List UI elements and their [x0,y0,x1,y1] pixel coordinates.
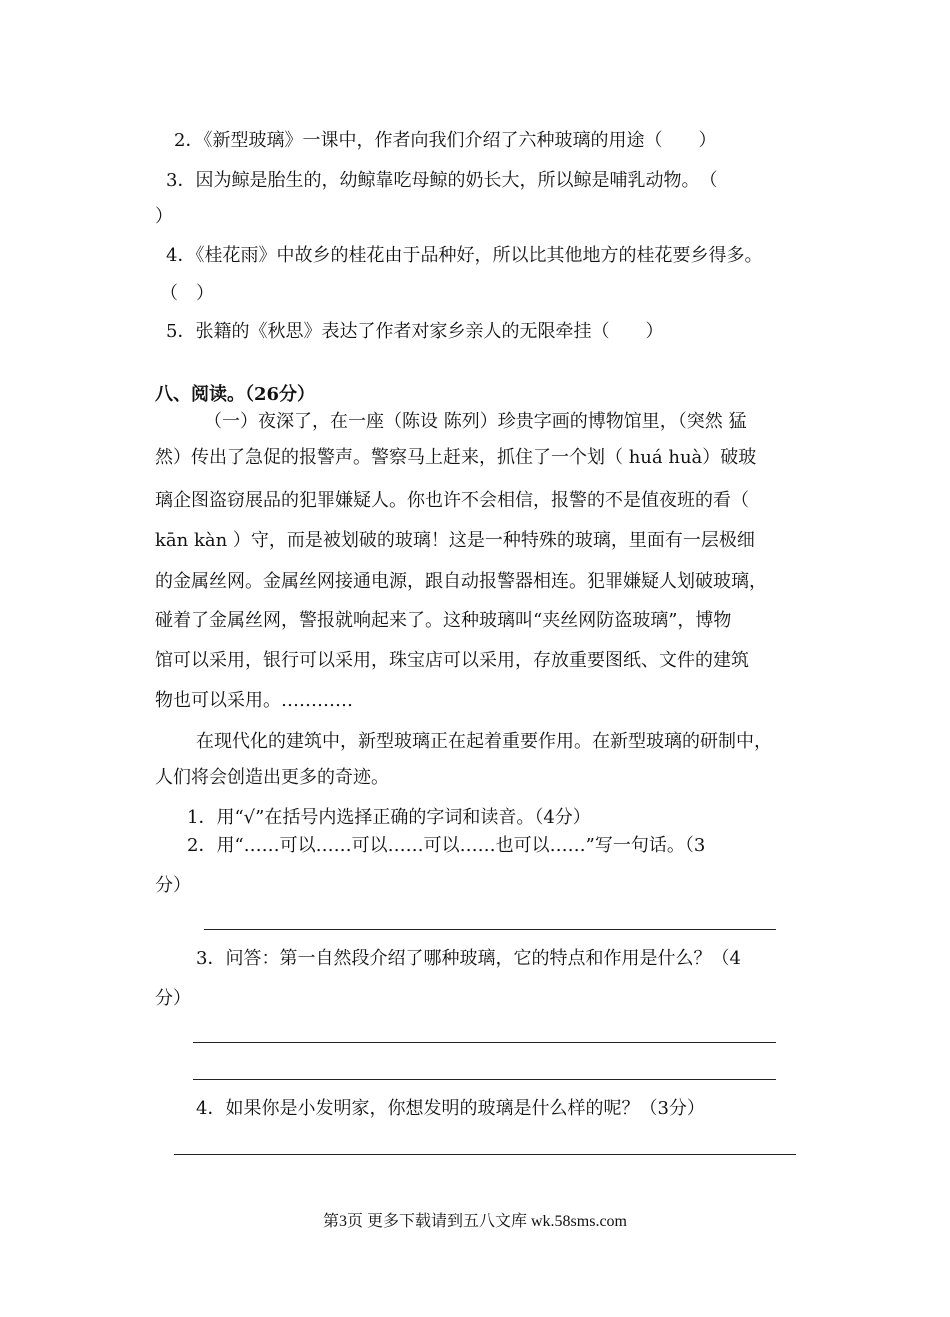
answer-line[interactable] [193,1079,776,1080]
question-4: 4．如果你是小发明家，你想发明的玻璃是什么样的呢？（3分） [196,1098,705,1119]
question-2-cont: 分） [155,875,191,896]
judge-item-2: 2．《新型玻璃》一课中，作者向我们介绍了六种玻璃的用途（ ） [174,130,717,151]
judge-item-3-cont: ） [155,206,173,227]
passage-line: 在现代化的建筑中，新型玻璃正在起着重要作用。在新型玻璃的研制中， [196,731,772,752]
judge-item-5: 5．张籍的《秋思》表达了作者对家乡亲人的无限牵挂（ ） [166,321,664,342]
question-3-cont: 分） [155,988,191,1009]
answer-line[interactable] [204,929,776,930]
answer-line[interactable] [193,1042,776,1043]
judge-item-3: 3．因为鲸是胎生的，幼鲸靠吃母鲸的奶长大，所以鲸是哺乳动物。 （ [166,170,718,191]
section-heading: 八、阅读。（26分） [155,384,316,405]
judge-item-4: 4．《桂花雨》中故乡的桂花由于品种好，所以比其他地方的桂花要乡得多。 [166,245,763,266]
passage-line: 碰着了金属丝网，警报就响起来了。这种玻璃叫“夹丝网防盗玻璃”，博物 [155,610,732,631]
page-footer: 第3页 更多下载请到五八文库 wk.58sms.com [322,1213,627,1230]
passage-line: 璃企图盗窃展品的犯罪嫌疑人。你也许不会相信，报警的不是值夜班的看（ [155,490,749,511]
question-3: 3．问答：第一自然段介绍了哪种玻璃，它的特点和作用是什么？（4 [196,948,741,969]
judge-item-4-cont: （ ） [160,283,214,304]
passage-line: 馆可以采用，银行可以采用，珠宝店可以采用，存放重要图纸、文件的建筑 [155,650,749,671]
question-1: 1．用“√”在括号内选择正确的字词和读音。（4分） [187,807,591,828]
passage-line: 然）传出了急促的报警声。警察马上赶来，抓住了一个划（ huá huà）破玻 [155,447,757,468]
passage-line: （一）夜深了，在一座（陈设 陈列）珍贵字画的博物馆里，（突然 猛 [204,411,747,432]
passage-line: 的金属丝网。金属丝网接通电源，跟自动报警器相连。犯罪嫌疑人划破玻璃， [155,571,767,592]
passage-line: 物也可以采用。………… [155,690,353,711]
answer-line[interactable] [174,1154,796,1155]
passage-line: kān kàn ）守，而是被划破的玻璃！这是一种特殊的玻璃，里面有一层极细 [155,530,755,551]
question-2: 2．用“……可以……可以……可以……也可以……”写一句话。（3 [187,835,706,856]
passage-line: 人们将会创造出更多的奇迹。 [155,767,389,788]
